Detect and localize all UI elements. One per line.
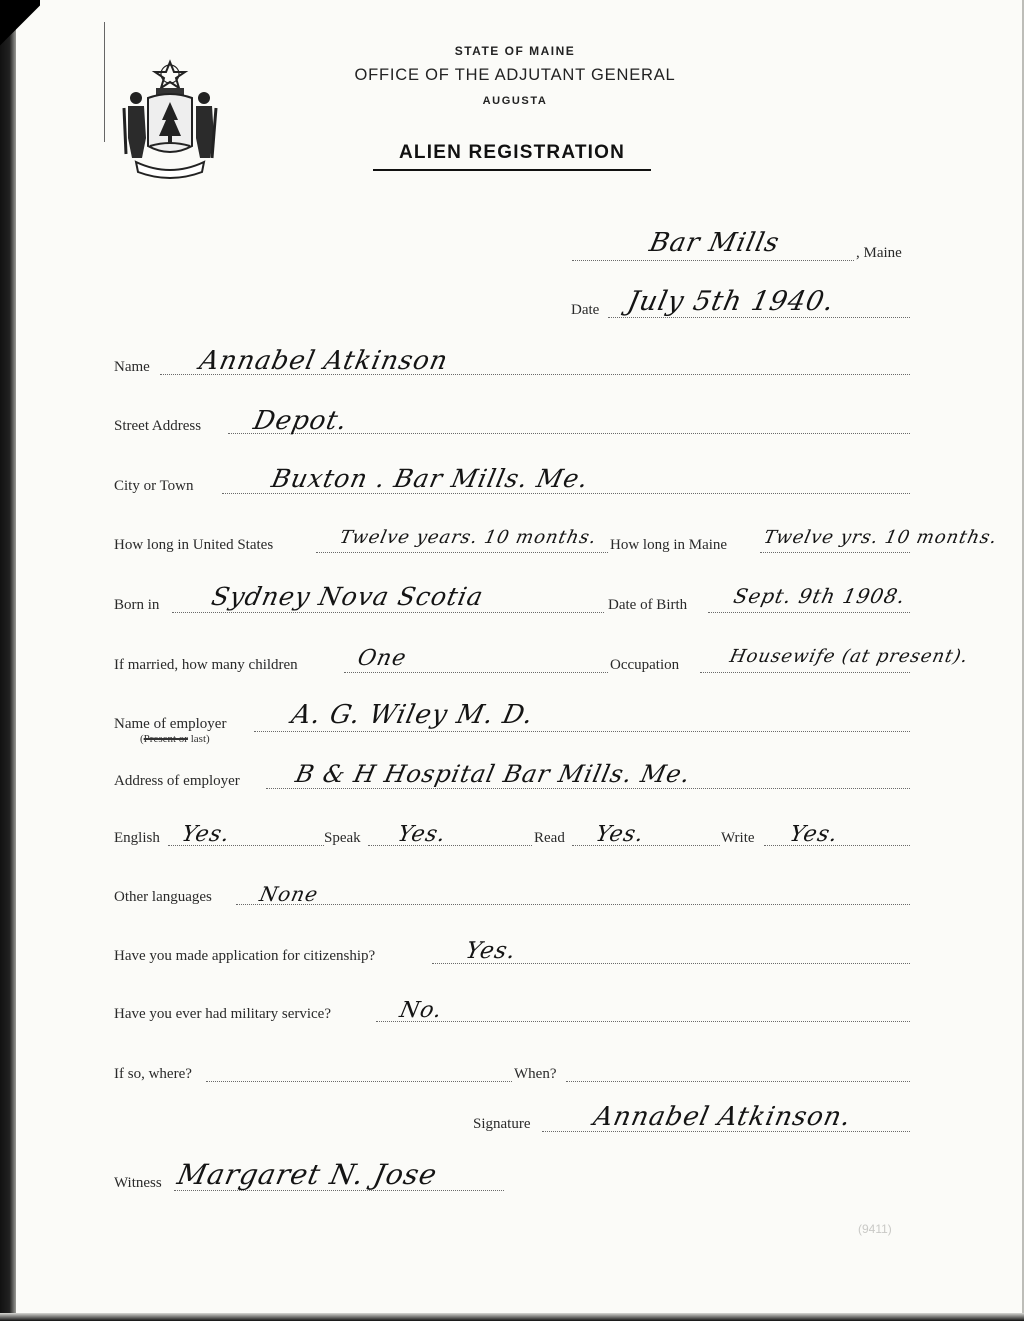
place-suffix: , Maine — [856, 245, 902, 261]
read-value: Yes. — [593, 822, 647, 847]
place-line — [572, 260, 854, 261]
pencil-mark — [104, 22, 105, 142]
write-label: Write — [721, 830, 755, 846]
date-of-birth-value: Sept. 9th 1908. — [731, 584, 908, 608]
children-line — [344, 672, 608, 673]
english-value: Yes. — [179, 822, 233, 847]
when-label: When? — [514, 1066, 557, 1082]
if-so-where-label: If so, where? — [114, 1066, 192, 1082]
employer-value: A. G. Wiley M. D. — [288, 700, 537, 730]
seal-text — [148, 104, 151, 105]
occupation-line — [700, 672, 910, 673]
name-value: Annabel Atkinson — [196, 346, 451, 376]
other-languages-label: Other languages — [114, 889, 212, 905]
header-city: AUGUSTA — [482, 95, 548, 107]
street-address-value: Depot. — [250, 406, 351, 436]
date-line — [608, 317, 910, 318]
children-value: One — [355, 646, 409, 671]
occupation-label: Occupation — [610, 657, 680, 673]
street-address-label: Street Address — [114, 418, 202, 434]
employer-note: (Present or last) — [140, 733, 210, 745]
other-languages-line — [236, 904, 910, 905]
header-state: STATE OF MAINE — [454, 44, 576, 58]
write-value: Yes. — [787, 822, 841, 847]
city-value: Buxton . Bar Mills. Me. — [268, 464, 592, 493]
date-label: Date — [571, 302, 600, 318]
record-stamp: (9411) — [858, 1222, 892, 1236]
witness-label: Witness — [114, 1175, 162, 1191]
employer-note-struck: Present or — [143, 733, 188, 745]
how-long-maine-label: How long in Maine — [610, 537, 728, 553]
place-value: Bar Mills — [646, 228, 783, 258]
born-in-value: Sydney Nova Scotia — [208, 582, 487, 611]
children-label: If married, how many children — [114, 657, 298, 673]
signature-value: Annabel Atkinson. — [590, 1102, 855, 1132]
city-label: City or Town — [114, 478, 194, 494]
other-languages-value: None — [257, 882, 321, 906]
read-label: Read — [534, 830, 565, 846]
if-so-where-line — [206, 1081, 512, 1082]
date-of-birth-label: Date of Birth — [608, 597, 688, 613]
military-line — [376, 1021, 910, 1022]
page-title: ALIEN REGISTRATION — [398, 142, 626, 163]
military-value: No. — [397, 998, 445, 1023]
english-label: English — [114, 830, 160, 846]
employer-line — [254, 731, 910, 732]
employer-address-value: B & H Hospital Bar Mills. Me. — [293, 760, 694, 788]
maine-state-seal-icon — [118, 58, 222, 184]
speak-label: Speak — [324, 830, 361, 846]
title-underline — [373, 169, 651, 171]
military-label: Have you ever had military service? — [114, 1006, 331, 1022]
how-long-maine-line — [760, 552, 910, 553]
when-line — [566, 1081, 910, 1082]
speak-value: Yes. — [395, 822, 449, 847]
born-in-label: Born in — [114, 597, 160, 613]
scan-edge-left — [0, 0, 16, 1321]
city-line — [222, 493, 910, 494]
header-office: OFFICE OF THE ADJUTANT GENERAL — [354, 66, 676, 84]
citizenship-label: Have you made application for citizenship? — [114, 948, 376, 964]
occupation-value: Housewife (at present). — [727, 646, 971, 667]
date-of-birth-line — [708, 612, 910, 613]
speak-line — [368, 845, 532, 846]
employer-address-line — [266, 788, 910, 789]
how-long-maine-value: Twelve yrs. 10 months. — [761, 527, 1000, 548]
date-value: July 5th 1940. — [624, 286, 838, 317]
how-long-us-value: Twelve years. 10 months. — [337, 527, 599, 548]
citizenship-value: Yes. — [463, 938, 519, 964]
signature-label: Signature — [473, 1116, 531, 1132]
how-long-us-line — [316, 552, 608, 553]
name-label: Name — [114, 359, 150, 375]
employer-address-label: Address of employer — [114, 773, 240, 789]
scan-edge-bottom — [0, 1313, 1024, 1321]
scan-corner — [0, 0, 40, 60]
write-line — [764, 845, 910, 846]
witness-value: Margaret N. Jose — [174, 1158, 441, 1191]
how-long-us-label: How long in United States — [114, 537, 274, 553]
employer-label: Name of employer — [114, 716, 227, 732]
born-in-line — [172, 612, 604, 613]
